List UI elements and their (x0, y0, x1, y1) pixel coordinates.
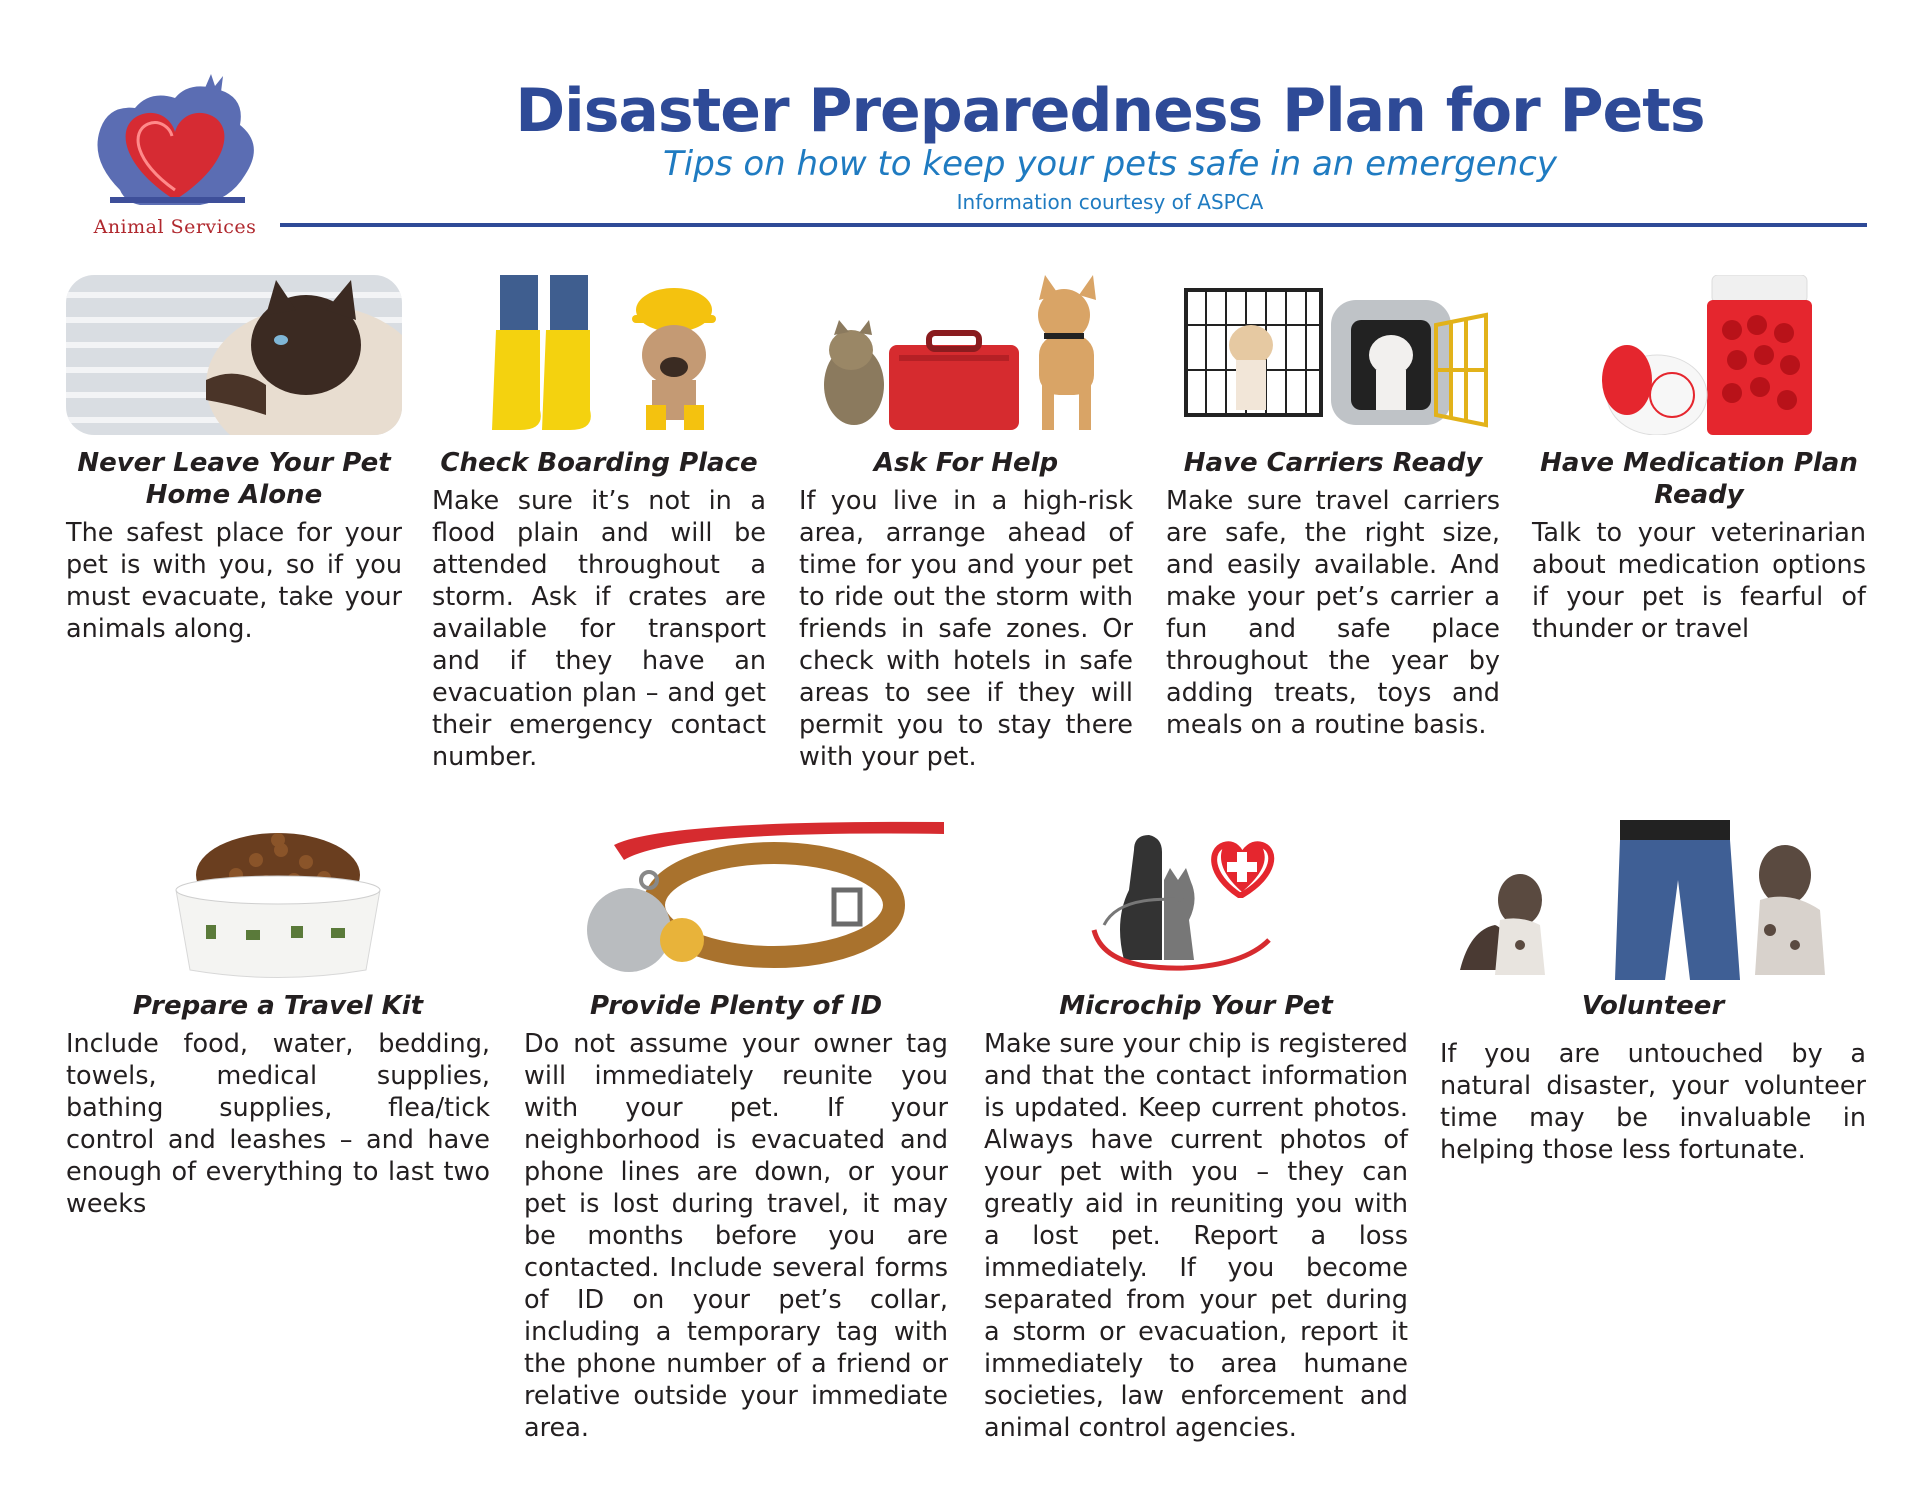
tip-heading: Microchip Your Pet (1059, 991, 1333, 1021)
tip-body: Do not assume your owner tag will immediately reunite you with your pet. If your neighborhood is evacuated and phone lines are down, or your pet is lost during travel, it may be months before you are contacted. Include several forms of ID on your pet’s collar, including a temporary tag with the phone number of a friend or relative outside your immediate area. (524, 1029, 948, 1443)
rain-boots-dog-photo (432, 275, 766, 435)
tip-body: Make sure it’s not in a flood plain and will be attended throughout a storm. Ask if crates are available for transport and if they have an evacuation plan – and get their emergency contact number. (432, 486, 766, 772)
tip-heading: Never Leave Your Pet Home Alone (77, 448, 391, 510)
tip-card (524, 820, 948, 1444)
heart-paw-logo-icon (80, 70, 270, 220)
logo-text: Animal Services (93, 216, 257, 238)
pet-carriers-photo (1166, 275, 1500, 435)
tip-card (1166, 275, 1500, 741)
tip-heading: Check Boarding Place (440, 448, 758, 478)
tip-card (432, 275, 766, 773)
pet-health-logo (984, 820, 1408, 980)
tip-heading: Ask For Help (873, 448, 1059, 478)
tip-heading: Have Carriers Ready (1183, 448, 1483, 478)
tip-body: If you live in a high-risk area, arrange ahead of time for you and your pet to ride out the storm with friends in safe zones. Or check with hotels in safe areas to see if they will permit you to stay there with your pet. (799, 486, 1133, 772)
tip-heading: Have Medication Plan Ready (1540, 448, 1858, 510)
tip-heading: Provide Plenty of ID (589, 991, 883, 1021)
tip-card (984, 820, 1408, 1444)
dog-cat-heart-icon (984, 820, 1408, 980)
tip-body: The safest place for your pet is with you, so if you must evacuate, take your animals along. (66, 518, 402, 644)
food-bowl-photo (66, 820, 490, 980)
cat-at-window-photo (66, 275, 402, 435)
tip-card (799, 275, 1133, 773)
volunteer-dogs-photo (1440, 820, 1866, 980)
page-title: Disaster Preparedness Plan for Pets (515, 76, 1705, 146)
collar-tags-photo (524, 820, 948, 980)
tip-body: Include food, water, bedding, towels, medical supplies, bathing supplies, flea/tick control and leashes – and have enough of everything to last two weeks (66, 1029, 490, 1219)
tip-body: Make sure travel carriers are safe, the right size, and easily available. And make your pet’s carrier a fun and safe place throughout the year by adding treats, toys and meals on a routine basis. (1166, 486, 1500, 740)
tip-body: Talk to your veterinarian about medication options if your pet is fearful of thunder or travel (1532, 518, 1866, 644)
tip-card (1532, 275, 1866, 645)
animal-services-logo (80, 70, 270, 240)
page-subtitle: Tips on how to keep your pets safe in an emergency (663, 144, 1557, 184)
header-divider (280, 223, 1867, 227)
tip-card (66, 275, 402, 645)
tip-card (66, 820, 490, 1220)
tip-body: If you are untouched by a natural disaster, your volunteer time may be invaluable in helping those less fortunate. (1440, 1039, 1866, 1165)
cat-suitcase-dog-photo (799, 275, 1133, 435)
medication-bottle-photo (1532, 275, 1866, 435)
tip-body: Make sure your chip is registered and that the contact information is updated. Keep current photos. Always have current photos of your pet with you – they can greatly aid in reuniting you with a lost pet. Report a loss immediately. If you become separated from your pet during a storm or evacuation, report it immediately to area humane societies, law enforcement and animal control agencies. (984, 1029, 1408, 1443)
tip-heading: Volunteer (1581, 991, 1725, 1021)
tip-card (1440, 820, 1866, 1166)
credit-line: Information courtesy of ASPCA (956, 190, 1264, 214)
tip-heading: Prepare a Travel Kit (132, 991, 424, 1021)
